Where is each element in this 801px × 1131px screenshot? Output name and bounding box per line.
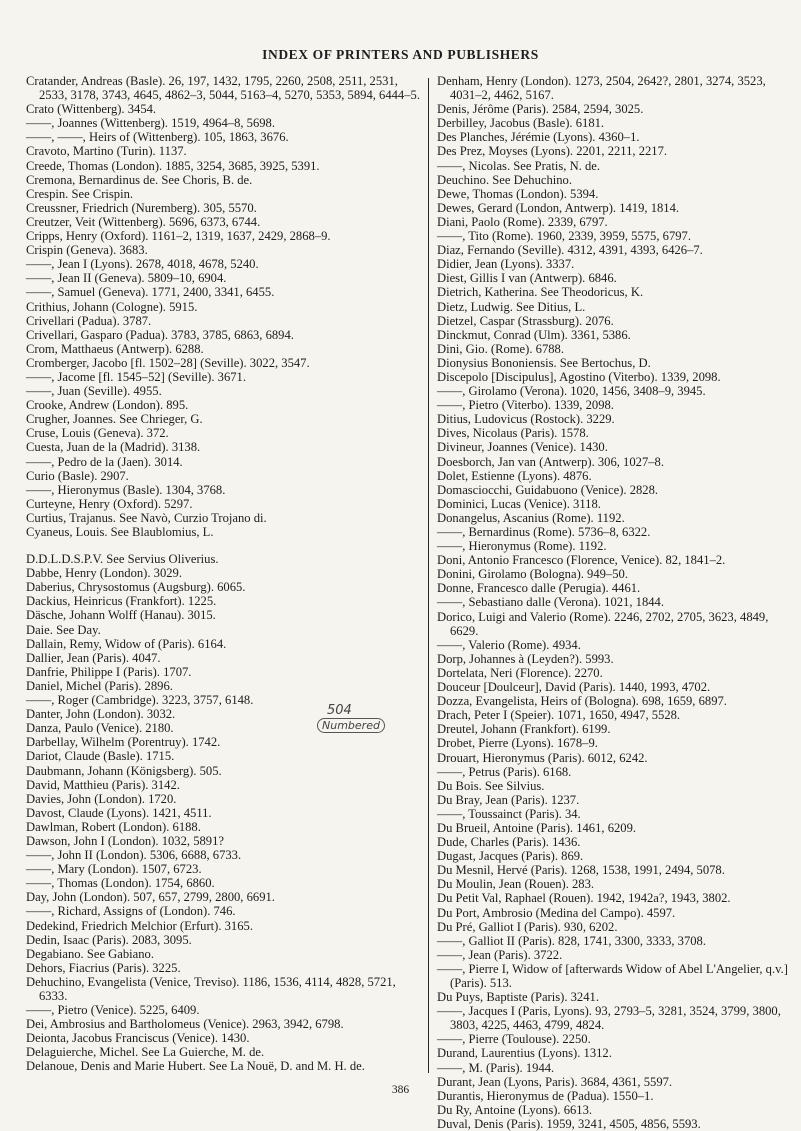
index-entry: Creede, Thomas (London). 1885, 3254, 3685, 3925, 5391. (26, 158, 320, 173)
index-entry: Du Bois. See Silvius. (437, 778, 545, 793)
index-entry: Dehors, Fiacrius (Paris). 3225. (26, 960, 181, 975)
index-entry: ——, Girolamo (Verona). 1020, 1456, 3408–9, 3945. (437, 384, 706, 399)
index-entry: Du Puys, Baptiste (Paris). 3241. (437, 990, 599, 1005)
index-entry: Dozza, Evangelista, Heirs of (Bologna). 698, 1659, 6897. (437, 694, 727, 709)
index-entry: Crispin (Geneva). 3683. (26, 243, 148, 258)
index-entry: Danter, John (London). 3032. (26, 707, 176, 722)
index-entry: Degabiano. See Gabiano. (26, 946, 154, 961)
right-column (437, 74, 789, 1131)
index-entry: Didier, Jean (Lyons). 3337. (437, 257, 575, 272)
section-gap (26, 539, 422, 552)
index-entry: Dugast, Jacques (Paris). 869. (437, 849, 584, 864)
index-entry: Daubmann, Johann (Königsberg). 505. (26, 763, 222, 778)
index-entry: ——, Pierre (Toulouse). 2250. (437, 1032, 591, 1047)
index-entry: ——, Pietro (Viterbo). 1339, 2098. (437, 398, 614, 413)
index-entry: Dawlman, Robert (London). 6188. (26, 819, 201, 834)
index-entry: Dude, Charles (Paris). 1436. (437, 835, 581, 850)
index-entry: Denis, Jérôme (Paris). 2584, 2594, 3025. (437, 102, 644, 117)
index-entry: Douceur [Doulceur], David (Paris). 1440, 1993, 4702. (437, 680, 711, 695)
pencil-annotation (322, 703, 385, 733)
index-entry: Domasciocchi, Guidabuono (Venice). 2828. (437, 482, 659, 497)
index-entry: Davies, John (London). 1720. (26, 791, 177, 806)
index-entry: Dackius, Heinricus (Frankfort). 1225. (26, 594, 217, 609)
index-entry: Dorp, Johannes à (Leyden?). 5993. (437, 651, 614, 666)
index-entry: Denham, Henry (London). 1273, 2504, 2642?, 2801, 3274, 3523, 4031–2, 4462, 5167. (437, 74, 766, 103)
index-entry: ——, Petrus (Paris). 6168. (437, 764, 572, 779)
index-entry: Cromberger, Jacobo [fl. 1502–28] (Seville). 3022, 3547. (26, 355, 310, 370)
index-entry: Diani, Paolo (Rome). 2339, 6797. (437, 214, 608, 229)
index-entry: Durant, Jean (Lyons, Paris). 3684, 4361, 5597. (437, 1074, 673, 1089)
pencil-annotation-number: 504 (327, 703, 352, 718)
index-entry: Darbellay, Wilhelm (Porentruy). 1742. (26, 735, 221, 750)
index-entry: Du Ry, Antoine (Lyons). 6613. (437, 1102, 593, 1117)
index-entry: ——, Joannes (Wittenberg). 1519, 4964–8, 5698. (26, 116, 276, 131)
index-entry: Crato (Wittenberg). 3454. (26, 102, 157, 117)
index-entry: Dallain, Remy, Widow of (Paris). 6164. (26, 636, 227, 651)
index-entry: ——, Tito (Rome). 1960, 2339, 3959, 5575, 6797. (437, 229, 691, 244)
index-entry: ——, Samuel (Geneva). 1771, 2400, 3341, 6455. (26, 285, 275, 300)
index-entry: ——, Sebastiano dalle (Verona). 1021, 1844. (437, 595, 664, 610)
pencil-annotation-label: Numbered (317, 718, 385, 733)
index-entry: Crooke, Andrew (London). 895. (26, 398, 189, 413)
index-entry: Cremona, Bernardinus de. See Choris, B. de. (26, 172, 253, 187)
index-entry: Cravoto, Martino (Turin). 1137. (26, 144, 187, 159)
index-entry: Duval, Denis (Paris). 1959, 3241, 4505, 4856, 5593. (437, 1116, 701, 1131)
index-entry: Dietrich, Katherina. See Theodoricus, K. (437, 285, 644, 300)
index-entry: Durand, Laurentius (Lyons). 1312. (437, 1046, 612, 1061)
index-entry: Delaguierche, Michel. See La Guierche, M. de. (26, 1045, 265, 1060)
index-entry: Dei, Ambrosius and Bartholomeus (Venice). 2963, 3942, 6798. (26, 1017, 344, 1032)
index-entry: Durantis, Hieronymus de (Padua). 1550–1. (437, 1088, 654, 1103)
index-entry: Du Pré, Galliot I (Paris). 930, 6202. (437, 919, 618, 934)
index-entry: Delanoue, Denis and Marie Hubert. See La Nouë, D. and M. H. de. (26, 1059, 365, 1074)
index-entry: ——, John II (London). 5306, 6688, 6733. (26, 848, 242, 863)
index-entry: Creutzer, Veit (Wittenberg). 5696, 6373, 6744. (26, 214, 261, 229)
index-entry: ——, Pietro (Venice). 5225, 6409. (26, 1003, 200, 1018)
index-entry: Du Moulin, Jean (Rouen). 283. (437, 877, 595, 892)
index-entry: Dietz, Ludwig. See Ditius, L. (437, 299, 586, 314)
index-entry: Drobet, Pierre (Lyons). 1678–9. (437, 736, 598, 751)
index-entry: Cyaneus, Louis. See Blaublomius, L. (26, 525, 214, 539)
index-entry: ——, Mary (London). 1507, 6723. (26, 862, 202, 877)
index-entry: Crugher, Joannes. See Chrieger, G. (26, 412, 203, 427)
index-entry: Dedekind, Friedrich Melchior (Erfurt). 3165. (26, 918, 253, 933)
page-title: INDEX OF PRINTERS AND PUBLISHERS (262, 47, 539, 62)
index-entry: Crivellari, Gasparo (Padua). 3783, 3785, 6863, 6894. (26, 327, 294, 342)
index-entry: Dariot, Claude (Basle). 1715. (26, 749, 175, 764)
index-entry: Diest, Gillis I van (Antwerp). 6846. (437, 271, 617, 286)
index-entry: Cruse, Louis (Geneva). 372. (26, 426, 169, 441)
index-entry: Doni, Antonio Francesco (Florence, Venice). 82, 1841–2. (437, 553, 726, 568)
page-number: 386 (391, 1084, 410, 1096)
index-entry: Dorico, Luigi and Valerio (Rome). 2246, 2702, 2705, 3623, 4849, 6629. (437, 609, 769, 638)
index-entry: Dreutel, Johann (Frankfort). 6199. (437, 722, 611, 737)
index-entry: Dini, Gio. (Rome). 6788. (437, 341, 564, 356)
index-entry: ——, M. (Paris). 1944. (437, 1060, 555, 1075)
index-entry: D.D.L.D.S.P.V. See Servius Oliverius. (26, 552, 219, 567)
index-entry: ——, Jean II (Geneva). 5809–10, 6904. (26, 271, 227, 286)
index-entry: ——, Thomas (London). 1754, 6860. (26, 876, 215, 891)
index-entry: Dietzel, Caspar (Strassburg). 2076. (437, 313, 614, 328)
index-entry: Dives, Nicolaus (Paris). 1578. (437, 426, 589, 441)
index-entry: Dedin, Isaac (Paris). 2083, 3095. (26, 932, 192, 947)
index-entry: Danfrie, Philippe I (Paris). 1707. (26, 664, 192, 679)
index-entry: Donangelus, Ascanius (Rome). 1192. (437, 510, 625, 525)
index-entry: ——, Pierre I, Widow of [afterwards Widow of Abel L'Angelier, q.v.] (Paris). 513. (437, 961, 788, 990)
index-entry: ——, Jacques I (Paris, Lyons). 93, 2793–5, 3281, 3524, 3799, 3800, 3803, 4225, 4463, 4799, 4824. (437, 1004, 781, 1033)
index-entry: ——, Bernardinus (Rome). 5736–8, 6322. (437, 525, 651, 539)
index-entry: ——, Roger (Cambridge). 3223, 3757, 6148. (26, 693, 254, 708)
index-entry: Du Mesnil, Hervé (Paris). 1268, 1538, 1991, 2494, 5078. (437, 863, 725, 878)
index-entry: ——, Valerio (Rome). 4934. (437, 637, 581, 652)
index-entry: Curio (Basle). 2907. (26, 468, 129, 483)
index-entry: Daie. See Day. (26, 622, 101, 637)
index-entry: Des Prez, Moyses (Lyons). 2201, 2211, 2217. (437, 144, 668, 159)
column-divider (428, 78, 429, 1073)
index-entry: Cuesta, Juan de la (Madrid). 3138. (26, 440, 201, 455)
index-entry: Dominici, Lucas (Venice). 3118. (437, 496, 601, 511)
index-entry: Des Planches, Jérémie (Lyons). 4360–1. (437, 130, 640, 145)
index-entry: ——, Pedro de la (Jaen). 3014. (26, 454, 183, 469)
index-entry: ——, Hieronymus (Rome). 1192. (437, 539, 607, 554)
index-entry: Curtius, Trajanus. See Navò, Curzio Trojano di. (26, 510, 267, 525)
index-entry: ——, Toussainct (Paris). 34. (437, 806, 581, 821)
index-entry: Du Port, Ambrosio (Medina del Campo). 4597. (437, 905, 676, 920)
index-entry: Donini, Girolamo (Bologna). 949–50. (437, 567, 628, 582)
index-entry: Deionta, Jacobus Franciscus (Venice). 1430. (26, 1031, 250, 1046)
index-entry: Däsche, Johann Wolff (Hanau). 3015. (26, 608, 216, 623)
index-entry: Crom, Matthaeus (Antwerp). 6288. (26, 341, 204, 356)
index-entry: ——, Juan (Seville). 4955. (26, 384, 162, 399)
index-entry: Deuchino. See Dehuchino. (437, 172, 572, 187)
index-entry: Cripps, Henry (Oxford). 1161–2, 1319, 1637, 2429, 2868–9. (26, 229, 331, 244)
index-entry: Drach, Peter I (Speier). 1071, 1650, 4947, 5528. (437, 708, 681, 723)
index-entry: Crivellari (Padua). 3787. (26, 313, 152, 328)
index-entry: Diaz, Fernando (Seville). 4312, 4391, 4393, 6426–7. (437, 243, 703, 258)
index-entry: Dionysius Bononiensis. See Bertochus, D. (437, 355, 651, 370)
index-entry: Crespin. See Crispin. (26, 186, 134, 201)
index-entry: Dewes, Gerard (London, Antwerp). 1419, 1814. (437, 200, 680, 215)
index-entry: Dolet, Estienne (Lyons). 4876. (437, 468, 592, 483)
index-entry: Dortelata, Neri (Florence). 2270. (437, 665, 603, 680)
index-entry: ——, Galliot II (Paris). 828, 1741, 3300, 3333, 3708. (437, 933, 706, 948)
index-entry: Doesborch, Jan van (Antwerp). 306, 1027–8. (437, 454, 664, 469)
index-entry: David, Matthieu (Paris). 3142. (26, 777, 180, 792)
index-entry: Dallier, Jean (Paris). 4047. (26, 650, 161, 665)
index-entry: Creussner, Friedrich (Nuremberg). 305, 5570. (26, 200, 257, 215)
index-entry: Du Bray, Jean (Paris). 1237. (437, 792, 580, 807)
index-entry: Crithius, Johann (Cologne). 5915. (26, 299, 198, 314)
index-entry: Dabbe, Henry (London). 3029. (26, 566, 182, 581)
index-entry: Ditius, Ludovicus (Rostock). 3229. (437, 412, 615, 427)
index-entry: Dinckmut, Conrad (Ulm). 3361, 5386. (437, 327, 631, 342)
index-entry: ——, Nicolas. See Pratis, N. de. (437, 158, 600, 173)
index-entry: Derbilley, Jacobus (Basle). 6181. (437, 116, 605, 131)
index-entry: Du Petit Val, Raphael (Rouen). 1942, 1942a?, 1943, 3802. (437, 891, 731, 906)
left-column (26, 74, 422, 1074)
index-entry: Daberius, Chrysostomus (Augsburg). 6065. (26, 580, 246, 595)
index-entry: Du Brueil, Antoine (Paris). 1461, 6209. (437, 820, 637, 835)
index-entry: Dehuchino, Evangelista (Venice, Treviso). 1186, 1536, 4114, 4828, 5721, 6333. (26, 974, 396, 1003)
index-entry: ——, Jean (Paris). 3722. (437, 947, 563, 962)
index-entry: Davost, Claude (Lyons). 1421, 4511. (26, 805, 212, 820)
index-entry: Danza, Paulo (Venice). 2180. (26, 721, 174, 736)
index-entry: Dewe, Thomas (London). 5394. (437, 186, 599, 201)
index-entry: Dawson, John I (London). 1032, 5891? (26, 833, 224, 848)
index-entry: Day, John (London). 507, 657, 2799, 2800, 6691. (26, 890, 275, 905)
index-entry: ——, Richard, Assigns of (London). 746. (26, 904, 236, 919)
index-entry: Donne, Francesco dalle (Perugia). 4461. (437, 581, 641, 596)
index-entry: Cratander, Andreas (Basle). 26, 197, 1432, 1795, 2260, 2508, 2511, 2531, 2533, 3178, 3743, 4645, 4862–3, 5044, 5163–4, 5270, 5353, 5894, 6444–5. (26, 74, 420, 103)
index-entry: Discepolo [Discipulus], Agostino (Viterbo). 1339, 2098. (437, 369, 721, 384)
index-entry: Divineur, Joannes (Venice). 1430. (437, 440, 608, 455)
index-entry: ——, Hieronymus (Basle). 1304, 3768. (26, 482, 226, 497)
index-entry: Curteyne, Henry (Oxford). 5297. (26, 496, 193, 511)
index-entry: Drouart, Hieronymus (Paris). 6012, 6242. (437, 750, 648, 765)
index-entry: ——, ——, Heirs of (Wittenberg). 105, 1863, 3676. (26, 130, 289, 145)
index-entry: ——, Jacome [fl. 1545–52] (Seville). 3671. (26, 369, 246, 384)
index-entry: ——, Jean I (Lyons). 2678, 4018, 4678, 5240. (26, 257, 259, 272)
index-entry: Daniel, Michel (Paris). 2896. (26, 678, 173, 693)
